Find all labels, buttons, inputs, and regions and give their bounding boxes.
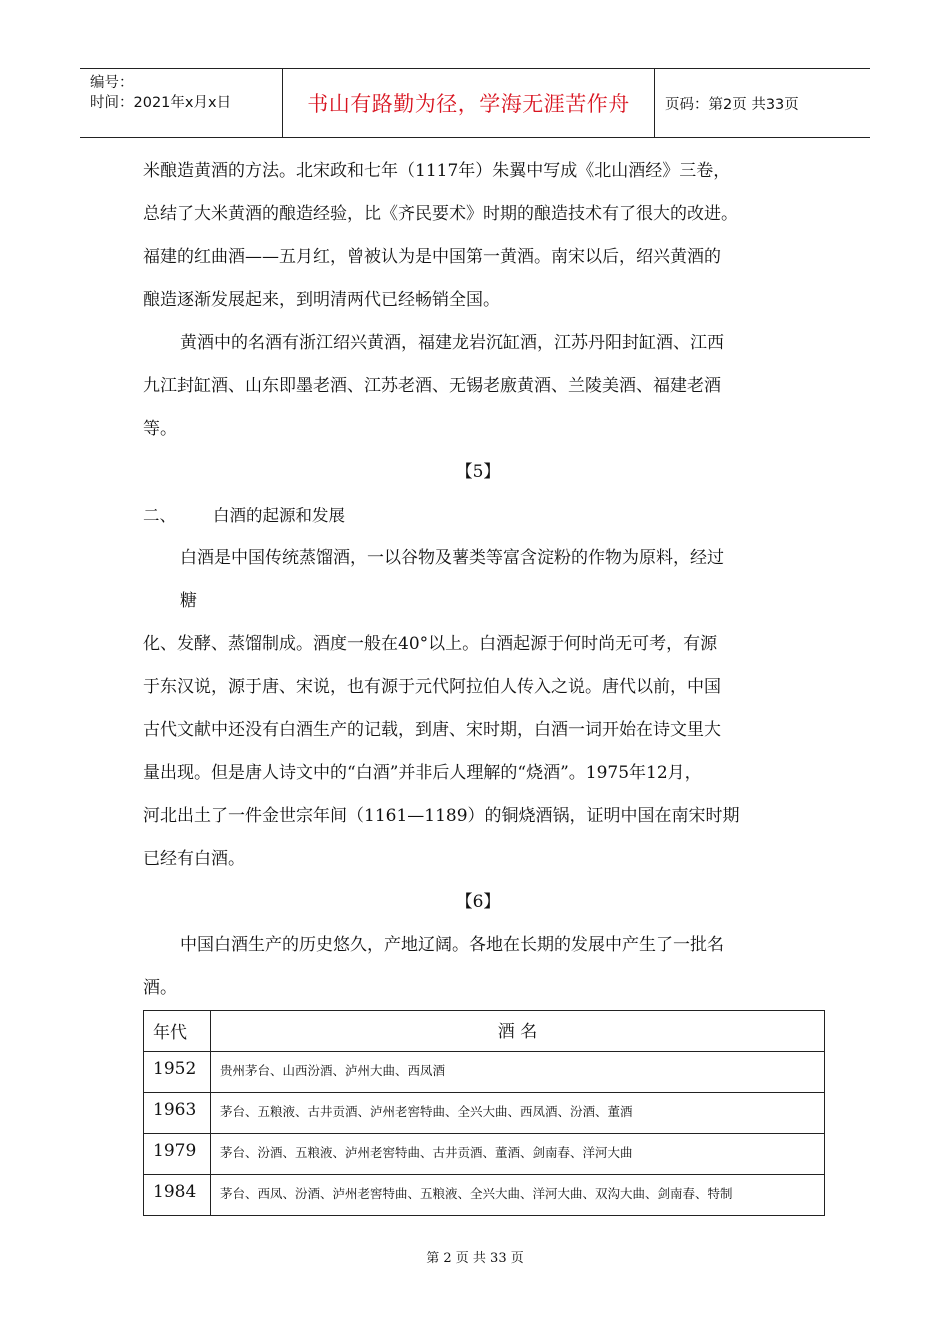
section-heading [143, 494, 813, 537]
table-cell-names: 茅台、西凤、汾酒、泸州老窖特曲、五粮液、全兴大曲、洋河大曲、双沟大曲、剑南春、特制 [211, 1175, 825, 1216]
table-cell-names: 茅台、五粮液、古井贡酒、泸州老窖特曲、全兴大曲、西凤酒、汾酒、董酒 [211, 1093, 825, 1134]
paragraph-line: 米酿造黄酒的方法。北宋政和七年（1117年）朱翼中写成《北山酒经》三卷， [143, 161, 731, 181]
paragraph-line: 总结了大米黄酒的酿造经验，比《齐民要术》时期的酿造技术有了很大的改进。 [143, 204, 738, 224]
paragraph-line: 酿造逐渐发展起来，到明清两代已经畅销全国。 [143, 290, 500, 310]
header-number-label: 编号： [90, 75, 134, 91]
table-header-year: 年代 [144, 1011, 211, 1052]
table-cell-year: 1963 [144, 1093, 211, 1134]
section-title: 白酒的起源和发展 [213, 506, 345, 525]
table-cell-year: 1952 [144, 1052, 211, 1093]
table-header-row [144, 1011, 825, 1052]
document-body [143, 150, 813, 1010]
table-cell-year: 1984 [144, 1175, 211, 1216]
page-header [80, 68, 870, 138]
paragraph-line: 白酒是中国传统蒸馏酒，一以谷物及薯类等富含淀粉的作物为原料，经过 [180, 548, 724, 568]
paragraph-line: 中国白酒生产的历史悠久，产地辽阔。各地在长期的发展中产生了一批名 [180, 935, 724, 955]
table-row [144, 1093, 825, 1134]
header-page-info: 页码：第2页 共33页 [665, 96, 799, 113]
table-row [144, 1052, 825, 1093]
paragraph-line: 化、发酵、蒸馏制成。酒度一般在40°以上。白酒起源于何时尚无可考，有源 [143, 634, 718, 654]
table-header-name: 酒 名 [211, 1011, 825, 1052]
paragraph-line: 河北出土了一件金世宗年间（1161—1189）的铜烧酒锅，证明中国在南宋时期 [143, 806, 740, 826]
table-cell-year: 1979 [144, 1134, 211, 1175]
table-row [144, 1134, 825, 1175]
paragraph-line: 糖 [180, 591, 197, 611]
paragraph-line: 等。 [143, 419, 177, 439]
section-number: 二、 [143, 506, 176, 525]
paragraph-line: 黄酒中的名酒有浙江绍兴黄酒，福建龙岩沉缸酒，江苏丹阳封缸酒、江西 [180, 333, 724, 353]
paragraph-line: 酒。 [143, 978, 177, 998]
header-motto: 书山有路勤为径，学海无涯苦作舟 [283, 69, 655, 137]
paragraph-line: 福建的红曲酒——五月红，曾被认为是中国第一黄酒。南宋以后，绍兴黄酒的 [143, 247, 721, 267]
table-row [144, 1175, 825, 1216]
paragraph-line: 九江封缸酒、山东即墨老酒、江苏老酒、无锡老廒黄酒、兰陵美酒、福建老酒 [143, 376, 721, 396]
header-time-label: 时间：2021年x月x日 [90, 95, 232, 111]
famous-liquor-table [143, 1010, 825, 1216]
reference-marker: 【6】 [455, 892, 501, 912]
reference-marker: 【5】 [455, 462, 501, 482]
table-cell-names: 贵州茅台、山西汾酒、泸州大曲、西凤酒 [211, 1052, 825, 1093]
table-cell-names: 茅台、汾酒、五粮液、泸州老窖特曲、古井贡酒、董酒、剑南春、洋河大曲 [211, 1134, 825, 1175]
paragraph-line: 于东汉说，源于唐、宋说，也有源于元代阿拉伯人传入之说。唐代以前，中国 [143, 677, 721, 697]
paragraph-line: 量出现。但是唐人诗文中的“白酒”并非后人理解的“烧酒”。1975年12月， [143, 763, 702, 783]
page-footer: 第 2 页 共 33 页 [426, 1251, 524, 1266]
paragraph-line: 古代文献中还没有白酒生产的记载，到唐、宋时期，白酒一词开始在诗文里大 [143, 720, 721, 740]
header-meta [80, 69, 283, 137]
paragraph-line: 已经有白酒。 [143, 849, 245, 869]
